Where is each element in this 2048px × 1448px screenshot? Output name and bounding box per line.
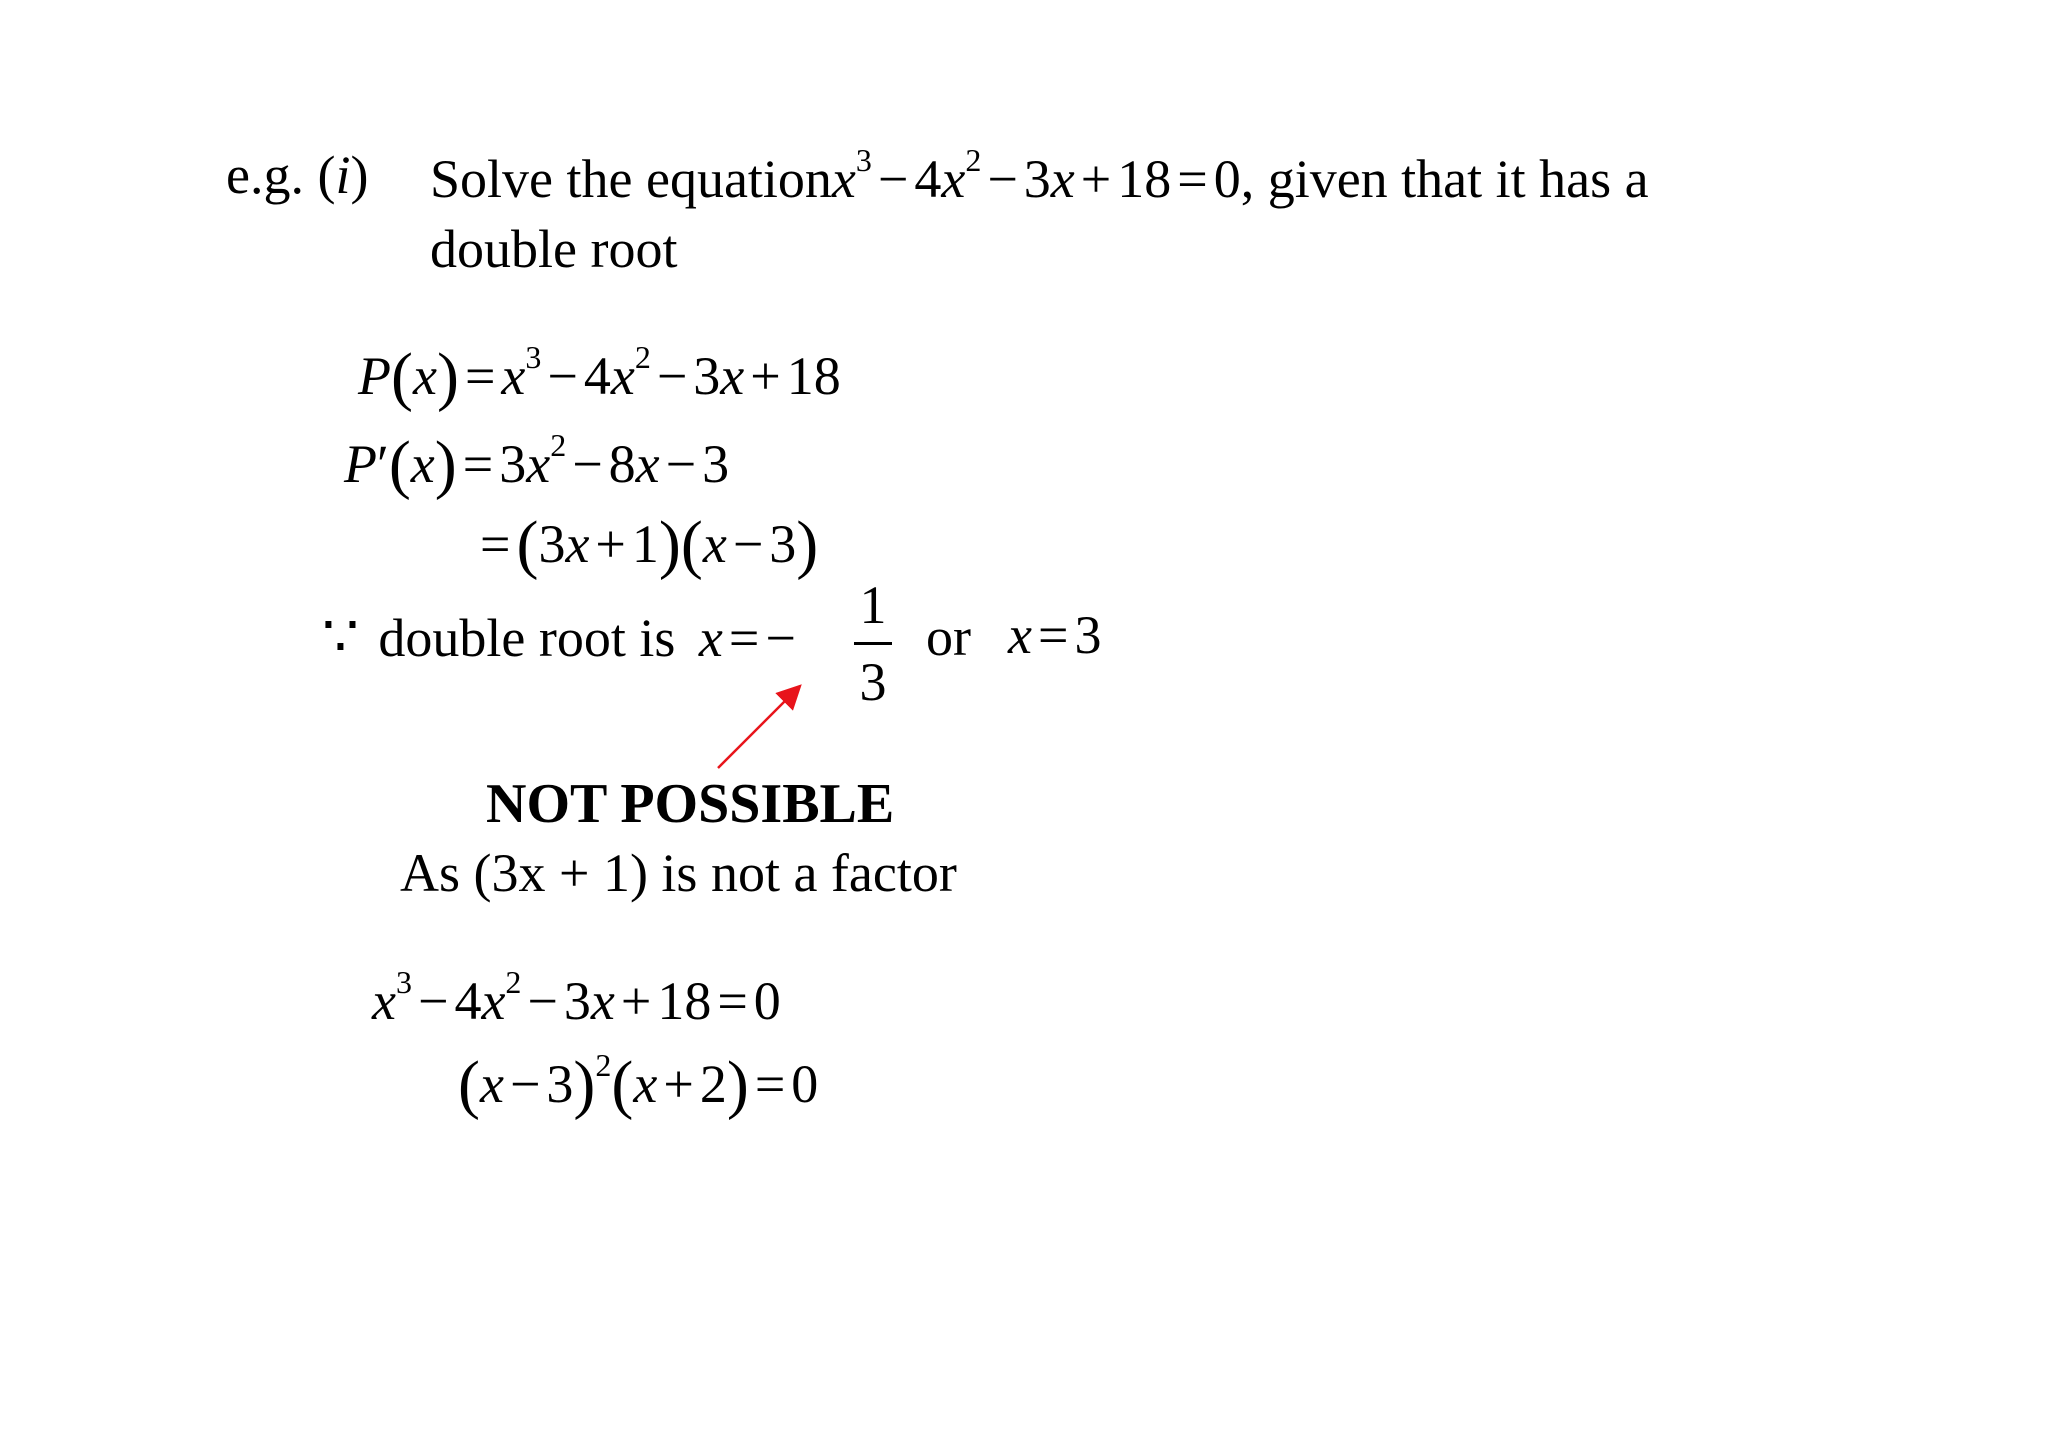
prompt-tail: , given that it has a bbox=[1240, 149, 1649, 209]
prompt-line-2: double root bbox=[430, 219, 678, 279]
solution-factored: $(x - 3)^2(x + 2) = 0$ bbox=[458, 1047, 819, 1121]
example-heading: e.g. (i) bbox=[226, 145, 369, 205]
px-line: $P(x) = x^3 - 4x^2 - 3x + 18$ bbox=[358, 339, 841, 413]
x-equals-minus: x = − bbox=[698, 608, 796, 668]
fraction-denominator: 3 bbox=[859, 652, 887, 712]
x-equals-3: x = 3 bbox=[1008, 605, 1102, 665]
fraction-numerator: 1 bbox=[859, 575, 887, 635]
example-label: e.g. bbox=[226, 145, 304, 205]
factored-line: =(3x + 1)(x − 3) bbox=[480, 508, 819, 581]
not-possible-reason: As (3x + 1) is not a factor bbox=[400, 843, 957, 903]
example-part: i bbox=[335, 145, 351, 205]
because-symbol: ∵ bbox=[322, 604, 359, 669]
or-text: or bbox=[926, 607, 971, 667]
prompt-text: Solve the equation bbox=[430, 149, 832, 209]
not-possible-heading: NOT POSSIBLE bbox=[486, 773, 895, 835]
solution-equation: $x^3 - 4x^2 - 3x + 18 = 0$ bbox=[372, 964, 781, 1031]
double-root-text: double root is bbox=[378, 608, 676, 668]
given-equation: $x^3 - 4x^2 - 3x + 18 = 0$ bbox=[831, 142, 1241, 209]
dpx-line: $P'(x) = 3x^2 - 8x - 3$ bbox=[344, 427, 730, 501]
